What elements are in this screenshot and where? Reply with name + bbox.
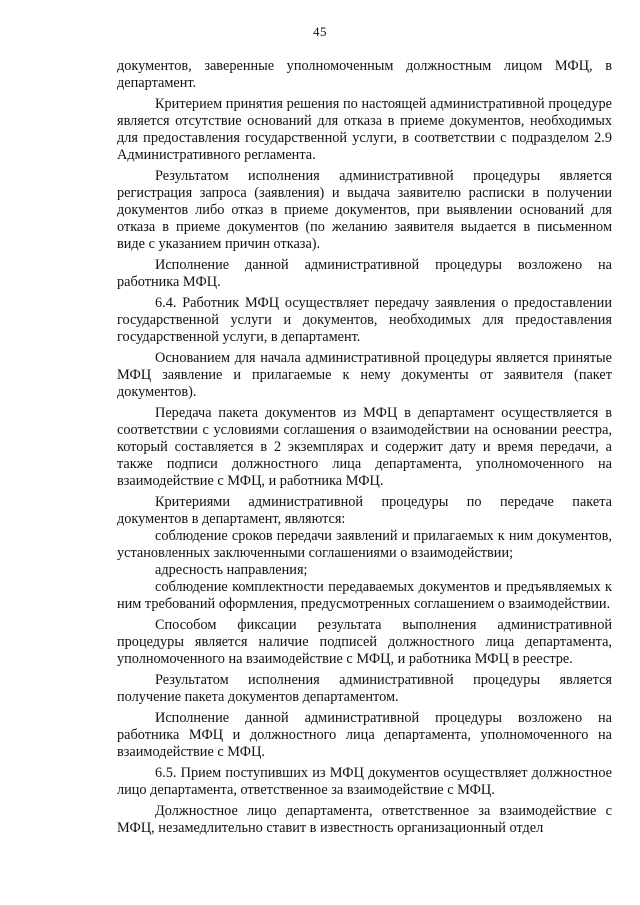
paragraph-procedure-result: Результатом исполнения административной процедуры является регистрация запроса (заявления) и выдача заявителю расписки в получении документов либо отказ в приеме документов, при выявлении оснований для отказа в приеме документов (по желанию заявителя выдается в письменном виде с указанием причин отказа). [117,168,612,252]
list-item-deadlines: соблюдение сроков передачи заявлений и прилагаемых к ним документов, установленных заключенными соглашениями о взаимодействии; [117,528,612,561]
paragraph-decision-criterion: Критерием принятия решения по настоящей административной процедуре является отсутствие оснований для отказа в приеме документов, необходимых для предоставления государственной услуги, в соответствии с подразделом 2.9 Административного регламента. [117,96,612,163]
paragraph-fixation-method: Способом фиксации результата выполнения административной процедуры является наличие подписей должностного лица департамента, уполномоченного на взаимодействие с МФЦ, и работника МФЦ в реестре. [117,617,612,667]
paragraph-transfer-criteria: Критериями административной процедуры по передаче пакета документов в департамент, являются: [117,494,612,527]
list-item-completeness: соблюдение комплектности передаваемых документов и предъявляемых к ним требований оформления, предусмотренных соглашением о взаимодействии. [117,579,612,612]
paragraph-section-6-4: 6.4. Работник МФЦ осуществляет передачу заявления о предоставлении государственной услуги и документов, необходимых для предоставления государственной услуги, в департамент. [117,295,612,345]
page-number: 45 [313,24,327,39]
paragraph-transfer-execution: Исполнение данной административной процедуры возложено на работника МФЦ и должностного лица департамента, уполномоченного на взаимодействие с МФЦ. [117,710,612,760]
paragraph-basis-for-start: Основанием для начала административной процедуры является принятые МФЦ заявление и прилагаемые к нему документы от заявителя (пакет документов). [117,350,612,400]
paragraph-section-6-5: 6.5. Прием поступивших из МФЦ документов осуществляет должностное лицо департамента, ответственное за взаимодействие с МФЦ. [117,765,612,798]
document-body [117,58,612,841]
list-item-addressing: адресность направления; [155,562,308,578]
paragraph-continuation: документов, заверенные уполномоченным должностным лицом МФЦ, в департамент. [117,58,612,91]
paragraph-package-transfer: Передача пакета документов из МФЦ в департамент осуществляется в соответствии с условиями соглашения о взаимодействии на основании реестра, который составляется в 2 экземплярах и содержит дату и время передачи, а также подписи должностного лица департамента, уполномоченного на взаимодействие с МФЦ, и работника МФЦ. [117,405,612,489]
paragraph-transfer-result: Результатом исполнения административной процедуры является получение пакета документов департаментом. [117,672,612,705]
paragraph-official-notifies: Должностное лицо департамента, ответственное за взаимодействие с МФЦ, незамедлительно ставит в известность организационный отдел [117,803,612,836]
paragraph-execution-assignment: Исполнение данной административной процедуры возложено на работника МФЦ. [117,257,612,290]
